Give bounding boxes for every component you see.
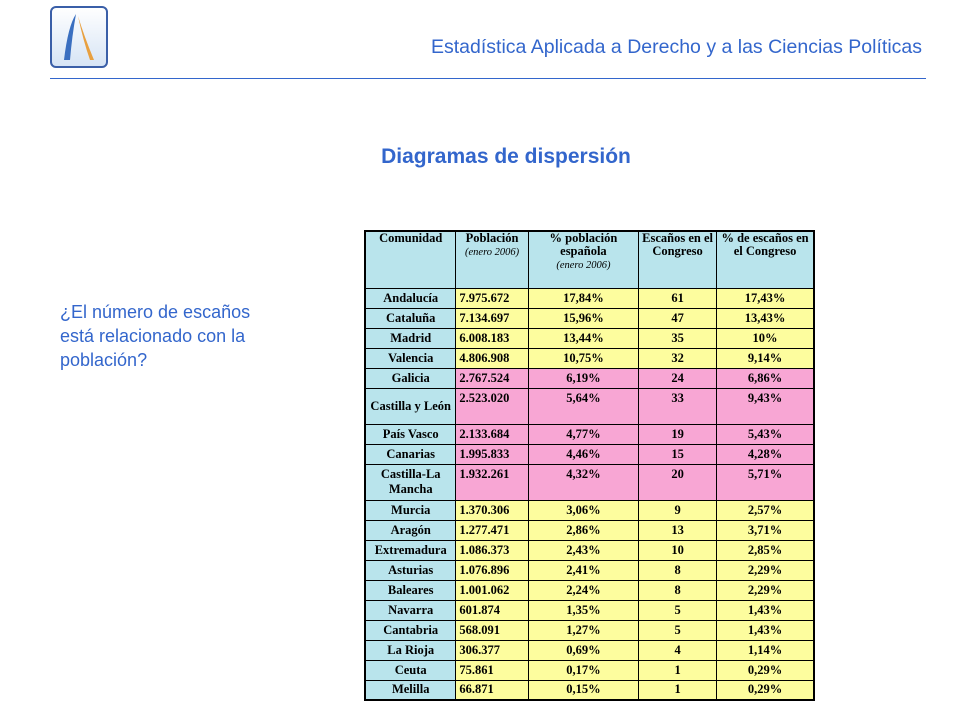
cell-name: Baleares	[365, 580, 456, 600]
cell-pct: 13,44%	[528, 328, 638, 348]
cell-pct: 1,27%	[528, 620, 638, 640]
cell-seatpct: 6,86%	[717, 368, 814, 388]
cell-seatpct: 2,85%	[717, 540, 814, 560]
cell-seats: 47	[639, 308, 717, 328]
cell-seatpct: 5,43%	[717, 424, 814, 444]
table-row	[365, 288, 814, 308]
cell-name: Andalucía	[365, 288, 456, 308]
cell-pop: 66.871	[456, 680, 528, 700]
cell-seats: 8	[639, 560, 717, 580]
cell-pop: 1.932.261	[456, 464, 528, 500]
cell-seats: 8	[639, 580, 717, 600]
header-cell: Población (enero 2006)	[456, 231, 528, 288]
cell-pct: 4,77%	[528, 424, 638, 444]
cell-seats: 5	[639, 620, 717, 640]
cell-pct: 0,15%	[528, 680, 638, 700]
table-row	[365, 600, 814, 620]
cell-seats: 5	[639, 600, 717, 620]
header-title: Estadística Aplicada a Derecho y a las Ciencias Políticas	[431, 36, 922, 58]
cell-pct: 4,32%	[528, 464, 638, 500]
table-row	[365, 328, 814, 348]
cell-name: Murcia	[365, 500, 456, 520]
table-row	[365, 424, 814, 444]
cell-pop: 1.995.833	[456, 444, 528, 464]
table-row	[365, 464, 814, 500]
cell-name: Navarra	[365, 600, 456, 620]
cell-pop: 1.076.896	[456, 560, 528, 580]
cell-seatpct: 1,43%	[717, 600, 814, 620]
cell-name: País Vasco	[365, 424, 456, 444]
table-row	[365, 540, 814, 560]
cell-seatpct: 5,71%	[717, 464, 814, 500]
cell-pct: 1,35%	[528, 600, 638, 620]
cell-pop: 7.134.697	[456, 308, 528, 328]
cell-seats: 32	[639, 348, 717, 368]
cell-pct: 3,06%	[528, 500, 638, 520]
cell-pct: 6,19%	[528, 368, 638, 388]
cell-pct: 2,24%	[528, 580, 638, 600]
cell-seatpct: 3,71%	[717, 520, 814, 540]
cell-pop: 1.277.471	[456, 520, 528, 540]
header-cell: Comunidad	[365, 231, 456, 288]
cell-pop: 601.874	[456, 600, 528, 620]
cell-pct: 5,64%	[528, 388, 638, 424]
cell-seats: 9	[639, 500, 717, 520]
cell-name: Valencia	[365, 348, 456, 368]
cell-pop: 306.377	[456, 640, 528, 660]
table-row	[365, 560, 814, 580]
cell-seatpct: 2,57%	[717, 500, 814, 520]
table-header-row	[365, 231, 814, 288]
cell-seatpct: 13,43%	[717, 308, 814, 328]
table-row	[365, 348, 814, 368]
table-row	[365, 620, 814, 640]
cell-pop: 1.370.306	[456, 500, 528, 520]
cell-seatpct: 17,43%	[717, 288, 814, 308]
table-row	[365, 308, 814, 328]
cell-name: Castilla y León	[365, 388, 456, 424]
cell-pct: 2,86%	[528, 520, 638, 540]
table-row	[365, 444, 814, 464]
cell-pop: 75.861	[456, 660, 528, 680]
cell-seats: 20	[639, 464, 717, 500]
cell-name: Castilla-La Mancha	[365, 464, 456, 500]
cell-seats: 1	[639, 660, 717, 680]
cell-name: Ceuta	[365, 660, 456, 680]
cell-seatpct: 1,14%	[717, 640, 814, 660]
cell-pct: 17,84%	[528, 288, 638, 308]
header-divider	[50, 78, 926, 79]
cell-seats: 10	[639, 540, 717, 560]
header-cell: % población española (enero 2006)	[528, 231, 638, 288]
cell-seats: 13	[639, 520, 717, 540]
cell-pct: 0,17%	[528, 660, 638, 680]
cell-name: Cataluña	[365, 308, 456, 328]
cell-pop: 1.001.062	[456, 580, 528, 600]
cell-name: Canarias	[365, 444, 456, 464]
header-cell: Escaños en el Congreso	[639, 231, 717, 288]
cell-pop: 1.086.373	[456, 540, 528, 560]
table-row	[365, 388, 814, 424]
cell-pct: 4,46%	[528, 444, 638, 464]
cell-seatpct: 1,43%	[717, 620, 814, 640]
cell-name: Aragón	[365, 520, 456, 540]
table-row	[365, 660, 814, 680]
table-row	[365, 580, 814, 600]
cell-seatpct: 0,29%	[717, 680, 814, 700]
cell-seats: 24	[639, 368, 717, 388]
cell-pop: 2.133.684	[456, 424, 528, 444]
cell-pct: 10,75%	[528, 348, 638, 368]
table-row	[365, 680, 814, 700]
cell-pop: 568.091	[456, 620, 528, 640]
question-text: ¿El número de escaños está relacionado con la población?	[60, 302, 251, 370]
table-row	[365, 520, 814, 540]
cell-seats: 19	[639, 424, 717, 444]
cell-seatpct: 2,29%	[717, 580, 814, 600]
cell-seats: 61	[639, 288, 717, 308]
cell-seatpct: 9,14%	[717, 348, 814, 368]
cell-seatpct: 0,29%	[717, 660, 814, 680]
cell-name: Cantabria	[365, 620, 456, 640]
cell-name: Asturias	[365, 560, 456, 580]
cell-name: Madrid	[365, 328, 456, 348]
table-row	[365, 368, 814, 388]
cell-pop: 4.806.908	[456, 348, 528, 368]
table-row	[365, 640, 814, 660]
cell-pct: 15,96%	[528, 308, 638, 328]
cell-pct: 2,41%	[528, 560, 638, 580]
cell-seatpct: 9,43%	[717, 388, 814, 424]
cell-pct: 0,69%	[528, 640, 638, 660]
cell-pop: 2.523.020	[456, 388, 528, 424]
cell-seats: 1	[639, 680, 717, 700]
cell-seatpct: 2,29%	[717, 560, 814, 580]
cell-pop: 6.008.183	[456, 328, 528, 348]
cell-name: Melilla	[365, 680, 456, 700]
cell-pop: 2.767.524	[456, 368, 528, 388]
slide-title: Diagramas de dispersión	[381, 145, 631, 168]
seats-population-table	[364, 230, 815, 701]
cell-pct: 2,43%	[528, 540, 638, 560]
cell-name: Extremadura	[365, 540, 456, 560]
cell-name: La Rioja	[365, 640, 456, 660]
table-row	[365, 500, 814, 520]
university-logo-icon	[50, 6, 108, 68]
cell-seats: 15	[639, 444, 717, 464]
cell-seatpct: 10%	[717, 328, 814, 348]
cell-name: Galicia	[365, 368, 456, 388]
header-cell: % de escaños en el Congreso	[717, 231, 814, 288]
cell-seatpct: 4,28%	[717, 444, 814, 464]
cell-seats: 35	[639, 328, 717, 348]
cell-pop: 7.975.672	[456, 288, 528, 308]
cell-seats: 4	[639, 640, 717, 660]
cell-seats: 33	[639, 388, 717, 424]
